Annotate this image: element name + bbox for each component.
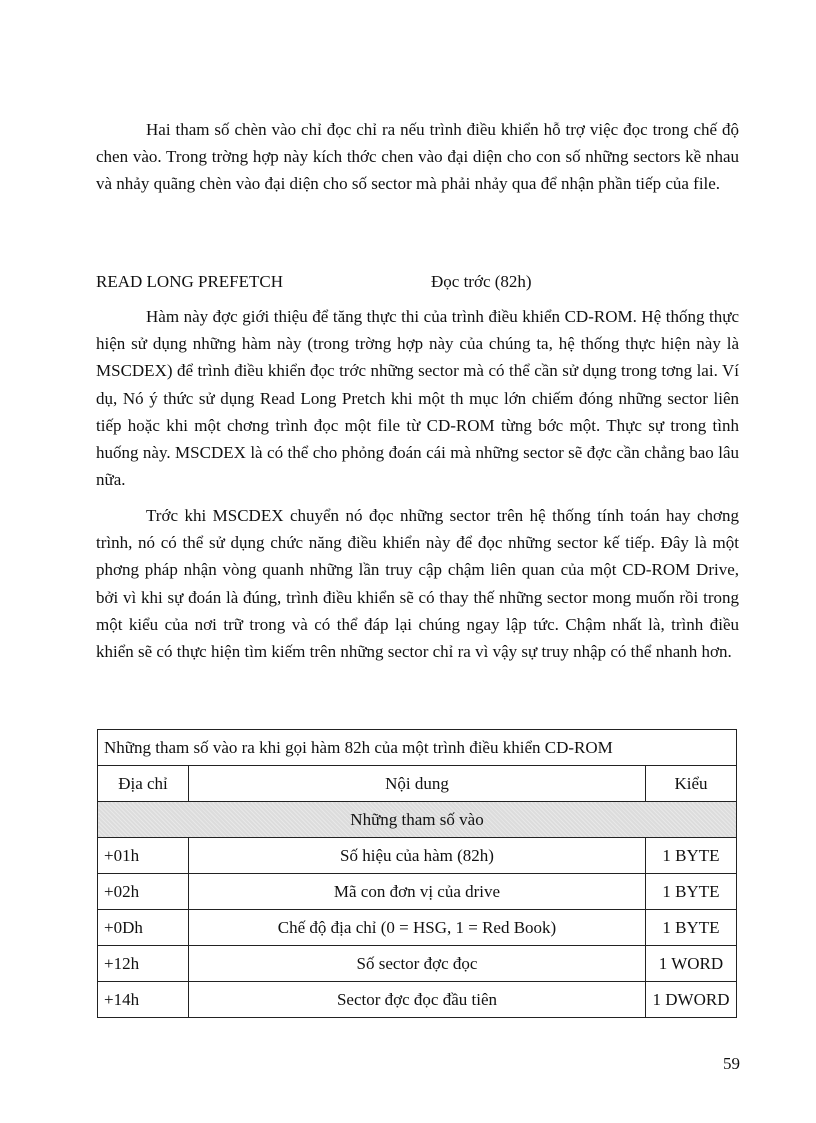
section-heading bbox=[96, 268, 739, 296]
table-caption-row bbox=[98, 730, 737, 766]
cell-address: +0Dh bbox=[98, 910, 189, 946]
cell-address: +14h bbox=[98, 982, 189, 1018]
heading-english: READ LONG PREFETCH bbox=[96, 272, 284, 291]
cell-type: 1 WORD bbox=[646, 946, 737, 982]
table-row bbox=[98, 910, 737, 946]
cell-content: Số hiệu của hàm (82h) bbox=[189, 838, 646, 874]
cell-content: Chế độ địa chỉ (0 = HSG, 1 = Red Book) bbox=[189, 910, 646, 946]
parameter-table bbox=[97, 729, 737, 1018]
table-row bbox=[98, 874, 737, 910]
table-row bbox=[98, 946, 737, 982]
cell-content: Mã con đơn vị của drive bbox=[189, 874, 646, 910]
header-type: Kiểu bbox=[646, 766, 737, 802]
cell-content: Sector đợc đọc đầu tiên bbox=[189, 982, 646, 1018]
paragraph-mscdex: Trớc khi MSCDEX chuyển nó đọc những sector trên hệ thống tính toán hay chơng trình, nó có thể sử dụng chức năng điều khiển này để đọc những sector kế tiếp. Đây là một phơng pháp nhận vòng quanh những lần truy cập chậm liên quan của một CD-ROM Drive, bởi vì khi sự đoán là đúng, trình điều khiển sẽ có thay thế những sector mong muốn rồi trong một kiểu của nơi trữ trong và có thể đáp lại chúng ngay lập tức. Chậm nhất là, trình điều khiển sẽ có thực hiện tìm kiếm trên những sector chỉ ra vì vậy sự truy nhập có thể nhanh hơn. bbox=[96, 506, 739, 662]
cell-type: 1 DWORD bbox=[646, 982, 737, 1018]
cell-type: 1 BYTE bbox=[646, 910, 737, 946]
cell-address: +01h bbox=[98, 838, 189, 874]
paragraph-interleave: Hai tham số chèn vào chỉ đọc chỉ ra nếu trình điều khiển hỗ trợ việc đọc trong chế độ chen vào. Trong trờng hợp này kích thớc chen vào đại diện cho con số những sectors kề nhau và nhảy quãng chèn vào đại diện cho số sector mà phải nhảy qua để nhận phần tiếp của file. bbox=[96, 120, 739, 194]
table-caption: Những tham số vào ra khi gọi hàm 82h của một trình điều khiển CD-ROM bbox=[98, 730, 737, 766]
table-row bbox=[98, 982, 737, 1018]
cell-type: 1 BYTE bbox=[646, 838, 737, 874]
cell-address: +02h bbox=[98, 874, 189, 910]
cell-content: Số sector đợc đọc bbox=[189, 946, 646, 982]
header-content: Nội dung bbox=[189, 766, 646, 802]
paragraph-function-intro: Hàm này đợc giới thiệu để tăng thực thi của trình điều khiển CD-ROM. Hệ thống thực hiện sử dụng những hàm này (trong trờng hợp này của chúng ta, hệ thống thực hiện này là MSCDEX) để trình điều khiển đọc trớc những sector mà có thể cần sử dụng trong tơng lai. Ví dụ, Nó ý thức sử dụng Read Long Pretch khi một th mục lớn chiếm đóng những sector liên tiếp hoặc khi một chơng trình đọc một file từ CD-ROM từng bớc một. Thực sự trong tình huống này. MSCDEX là có thể cho phỏng đoán cái mà những sector sẽ đợc cần chẳng bao lâu nữa. bbox=[96, 307, 739, 490]
section-label: Những tham số vào bbox=[98, 802, 737, 838]
table-section-row bbox=[98, 802, 737, 838]
table-header-row bbox=[98, 766, 737, 802]
header-address: Địa chỉ bbox=[98, 766, 189, 802]
cell-address: +12h bbox=[98, 946, 189, 982]
heading-vietnamese: Đọc trớc (82h) bbox=[431, 272, 532, 291]
cell-type: 1 BYTE bbox=[646, 874, 737, 910]
page-number: 59 bbox=[723, 1054, 740, 1073]
table-row bbox=[98, 838, 737, 874]
